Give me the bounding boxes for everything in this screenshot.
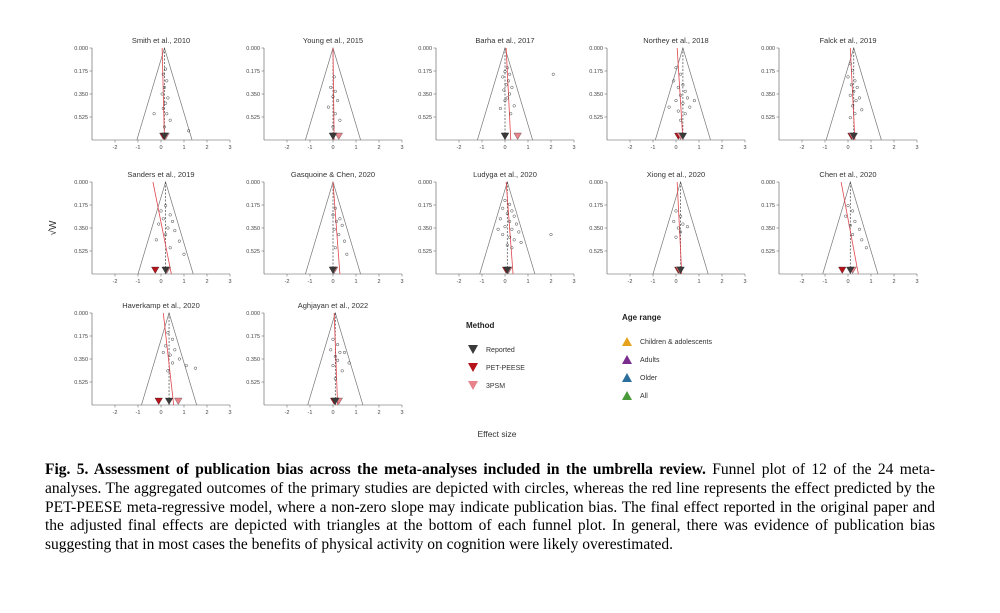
study-point [684,90,687,93]
funnel-panel [74,170,231,285]
x-tick-label: 0 [674,279,678,285]
study-point [169,214,172,217]
y-tick-label: 0.175 [246,334,260,340]
funnel-panel [246,170,403,285]
x-tick-label: 2 [205,410,209,416]
caption-bold: Fig. 5. Assessment of publication bias across the meta-analyses included in the umbrella review. [45,461,706,478]
study-point [332,338,335,341]
panel-title: Gasquoine & Chen, 2020 [290,170,376,179]
x-tick-label: -1 [822,145,828,151]
study-point [847,76,850,79]
study-point [515,223,518,226]
y-tick-label: 0.000 [246,180,260,186]
y-tick-label: 0.000 [761,46,775,52]
panel-title: Falck et al., 2019 [819,36,877,45]
y-tick-label: 0.525 [74,380,88,386]
legend-age-label: Older [640,375,658,382]
study-point [854,112,857,115]
study-point [153,112,156,115]
x-tick-label: -1 [135,279,141,285]
study-point [339,218,342,221]
study-point [518,231,521,234]
legend-age-item [622,391,648,400]
funnel-panel [418,36,575,151]
study-point [327,106,330,109]
x-tick-label: -1 [307,279,313,285]
study-point [672,220,675,223]
x-tick-label: 3 [228,410,232,416]
y-tick-label: 0.350 [74,92,88,98]
study-point [513,239,516,242]
x-tick-label: -2 [799,145,805,151]
caption-text: Funnel plot of 12 of the 24 meta-analyses. The aggregated outcomes of the primary studies are depicted with circles, whereas the red line represents the effect predicted by the PET-PEESE meta-regressive model, where a non-zero slope may indicate publication bias. The final effect reported in the original paper and the adjusted final effects are depicted with triangles at the bottom of each funnel plot. In general, there was evidence of publication bias suggesting that in most cases the benefits of physical activity on cognition were likely overestimated. [45,461,935,554]
x-tick-label: 3 [400,279,404,285]
study-point [162,218,165,221]
legend-triangle-icon [468,345,478,354]
study-point [167,331,170,334]
x-tick-label: 2 [377,279,381,285]
study-point [552,73,555,76]
study-point [329,349,332,352]
x-tick-label: 0 [503,279,507,285]
study-point [501,76,504,79]
legend-method-item [468,345,515,354]
study-point [506,97,509,100]
y-tick-label: 0.000 [418,180,432,186]
legend-age-label: Children & adolescents [640,339,712,346]
y-tick-label: 0.000 [246,311,260,317]
study-point [679,94,682,97]
pet-peese-line [841,182,858,274]
legend-method-item [468,363,525,372]
funnel-panels [74,36,918,416]
x-tick-label: 3 [915,145,919,151]
panel-title: Northey et al., 2018 [643,36,709,45]
panel-title: Young et al., 2015 [302,36,364,45]
x-tick-label: -1 [650,145,656,151]
study-point [171,362,174,365]
study-point [509,112,512,115]
x-tick-label: 0 [503,145,507,151]
y-tick-label: 0.350 [418,92,432,98]
x-tick-label: -2 [284,279,290,285]
study-point [194,367,197,370]
y-tick-label: 0.525 [74,115,88,121]
study-point [155,239,158,242]
study-point [169,246,172,249]
y-tick-label: 0.175 [418,203,432,209]
funnel-panel [418,170,575,285]
study-point [520,241,523,244]
study-point [334,90,337,93]
study-point [336,99,339,102]
y-tick-label: 0.525 [74,249,88,255]
x-tick-label: -1 [307,145,313,151]
x-tick-label: 1 [526,279,530,285]
y-tick-label: 0.175 [246,69,260,75]
study-point [334,246,337,249]
study-point [861,239,864,242]
study-point [336,359,339,362]
study-point [499,107,502,110]
study-point [167,227,170,230]
y-tick-label: 0.350 [74,357,88,363]
y-tick-label: 0.350 [74,226,88,232]
legend-age-item [622,355,660,364]
study-point [165,112,168,115]
x-tick-label: 3 [228,279,232,285]
legend-age [622,313,712,400]
study-point [677,86,680,89]
y-tick-label: 0.000 [74,46,88,52]
y-tick-label: 0.350 [246,226,260,232]
x-tick-label: 1 [869,145,873,151]
x-tick-label: 2 [892,145,896,151]
study-point [174,349,177,352]
study-point [847,204,850,207]
pet-peese-effect-marker [838,267,846,274]
y-tick-label: 0.350 [589,92,603,98]
study-point [513,105,516,108]
x-tick-label: -2 [284,410,290,416]
y-tick-label: 0.525 [589,249,603,255]
x-tick-label: 0 [159,279,163,285]
study-point [504,225,507,228]
study-point [865,246,868,249]
legend-age-title: Age range [622,313,662,322]
psm-effect-marker [514,133,522,140]
study-point [861,108,864,111]
x-tick-label: 1 [697,145,701,151]
study-point [675,210,678,213]
study-point [185,364,188,367]
x-tick-label: -2 [799,279,805,285]
x-tick-label: 2 [377,410,381,416]
legend-method-label: Reported [486,347,515,354]
study-point [341,224,344,227]
study-point [178,240,181,243]
x-tick-label: 1 [526,145,530,151]
study-point [337,233,340,236]
y-tick-label: 0.525 [418,115,432,121]
x-tick-label: 3 [572,279,576,285]
x-tick-label: -2 [112,410,118,416]
study-point [332,364,335,367]
y-tick-label: 0.525 [246,380,260,386]
x-tick-label: 0 [846,145,850,151]
funnel-panel [246,36,403,151]
study-point [164,102,167,105]
x-tick-label: 3 [572,145,576,151]
x-tick-label: 2 [720,145,724,151]
study-point [343,351,346,354]
study-point [508,220,511,223]
study-point [341,370,344,373]
x-tick-label: -2 [456,279,462,285]
study-point [686,97,689,100]
study-point [849,116,852,119]
y-tick-label: 0.525 [246,249,260,255]
legend-triangle-icon [622,337,632,346]
panel-title: Aghjayan et al., 2022 [297,301,369,310]
x-tick-label: -1 [479,145,485,151]
legend-age-label: Adults [640,357,660,364]
x-tick-label: 1 [182,279,186,285]
y-tick-label: 0.175 [74,203,88,209]
y-tick-label: 0.350 [589,226,603,232]
legend-triangle-icon [622,391,632,400]
study-point [668,106,671,109]
legend-age-item [622,337,712,346]
legend-age-label: All [640,393,648,400]
y-tick-label: 0.000 [74,180,88,186]
x-tick-label: 0 [331,145,335,151]
study-point [346,253,349,256]
x-tick-label: -2 [112,279,118,285]
study-point [501,233,504,236]
x-tick-label: -1 [650,279,656,285]
study-point [174,229,177,232]
x-tick-label: 2 [205,279,209,285]
panel-title: Barha et al., 2017 [475,36,535,45]
study-point [854,220,857,223]
study-point [689,106,692,109]
study-point [858,97,861,100]
x-tick-label: 3 [743,145,747,151]
y-tick-label: 0.525 [761,115,775,121]
study-point [682,223,685,226]
funnel-panel [589,170,746,285]
study-point [851,233,854,236]
legend-age-item [622,373,658,382]
x-tick-label: -2 [627,145,633,151]
x-tick-label: -2 [627,279,633,285]
reported-effect-marker [329,133,337,140]
pet-peese-effect-marker [151,267,159,274]
x-tick-label: 2 [549,145,553,151]
x-tick-label: 0 [159,145,163,151]
funnel-panel [761,36,918,151]
pet-peese-effect-marker [155,398,163,405]
panel-title: Sanders et al., 2019 [127,170,195,179]
study-point [675,99,678,102]
y-tick-label: 0.000 [761,180,775,186]
y-tick-label: 0.000 [74,311,88,317]
y-tick-label: 0.175 [761,203,775,209]
x-tick-label: 0 [159,410,163,416]
x-tick-label: 2 [892,279,896,285]
legend-method-item [468,381,505,390]
funnel-panel [246,301,403,416]
study-point [511,228,514,231]
x-tick-label: 2 [377,145,381,151]
x-tick-label: 1 [354,145,358,151]
study-point [856,86,859,89]
study-point [339,351,342,354]
x-tick-label: -1 [135,410,141,416]
x-tick-label: -1 [479,279,485,285]
y-tick-label: 0.175 [761,69,775,75]
study-point [855,99,858,102]
x-tick-label: 0 [846,279,850,285]
legend-triangle-icon [622,355,632,364]
study-point [339,119,342,122]
study-point [167,97,170,100]
study-point [169,119,172,122]
legend-triangle-icon [622,373,632,382]
y-tick-label: 0.350 [761,226,775,232]
panel-title: Ludyga et al., 2020 [473,170,537,179]
x-tick-label: -1 [822,279,828,285]
study-point [171,220,174,223]
study-point [334,112,337,115]
study-point [851,210,854,213]
funnel-panel [761,170,918,285]
study-point [162,351,165,354]
pet-peese-line [163,313,173,405]
x-tick-label: 3 [400,145,404,151]
y-tick-label: 0.525 [589,115,603,121]
x-tick-label: 2 [205,145,209,151]
y-axis-label: √W [48,220,59,236]
x-tick-label: 1 [182,145,186,151]
x-tick-label: 3 [228,145,232,151]
x-tick-label: -2 [112,145,118,151]
study-point [677,110,680,113]
y-tick-label: 0.000 [589,46,603,52]
legend-method [466,321,525,390]
y-tick-label: 0.525 [246,115,260,121]
y-tick-label: 0.350 [246,357,260,363]
y-tick-label: 0.000 [246,46,260,52]
study-point [858,228,861,231]
funnel-panel [74,36,231,151]
panel-title: Chen et al., 2020 [819,170,877,179]
figure-caption [45,461,935,555]
study-point [183,253,186,256]
study-point [164,345,167,348]
x-tick-label: 3 [743,279,747,285]
y-tick-label: 0.525 [418,249,432,255]
legend-method-label: 3PSM [486,383,506,390]
y-tick-label: 0.000 [418,46,432,52]
study-point [849,94,852,97]
study-point [497,228,500,231]
x-axis-label: Effect size [477,429,517,439]
y-tick-label: 0.350 [418,226,432,232]
x-tick-label: -1 [307,410,313,416]
study-point [513,215,516,218]
study-point [511,210,514,213]
study-point [686,225,689,228]
study-point [499,218,502,221]
y-tick-label: 0.000 [589,180,603,186]
y-tick-label: 0.175 [74,69,88,75]
study-point [844,215,847,218]
x-tick-label: 0 [331,279,335,285]
y-tick-label: 0.175 [589,69,603,75]
funnel-panel [589,36,746,151]
study-point [343,240,346,243]
reported-effect-marker [165,398,173,405]
panel-title: Haverkamp et al., 2020 [122,301,200,310]
x-tick-label: 1 [354,410,358,416]
study-point [550,233,553,236]
y-tick-label: 0.350 [246,92,260,98]
study-point [160,210,163,213]
study-point [165,80,168,83]
x-tick-label: 1 [697,279,701,285]
legend-method-label: PET-PEESE [486,365,525,372]
x-tick-label: 2 [549,279,553,285]
x-tick-label: 2 [720,279,724,285]
x-tick-label: 0 [331,410,335,416]
study-point [157,223,160,226]
study-point [679,73,682,76]
x-tick-label: 1 [354,279,358,285]
study-point [501,207,504,210]
panel-title: Xiong et al., 2020 [646,170,706,179]
study-point [336,343,339,346]
study-point [178,358,181,361]
x-tick-label: 3 [400,410,404,416]
y-tick-label: 0.525 [761,249,775,255]
reported-effect-marker [501,133,509,140]
study-point [508,203,511,206]
y-tick-label: 0.175 [246,203,260,209]
legend-triangle-icon [468,363,478,372]
x-tick-label: 1 [869,279,873,285]
psm-effect-marker [174,398,182,405]
y-tick-label: 0.175 [589,203,603,209]
y-tick-label: 0.175 [74,334,88,340]
study-point [335,220,338,223]
study-point [684,112,687,115]
x-tick-label: -2 [284,145,290,151]
x-tick-label: -2 [456,145,462,151]
x-tick-label: -1 [135,145,141,151]
study-point [504,199,507,202]
funnel-panel [74,301,231,416]
panel-title: Smith et al., 2010 [131,36,191,45]
y-tick-label: 0.175 [418,69,432,75]
study-point [693,99,696,102]
y-tick-label: 0.350 [761,92,775,98]
legend-method-title: Method [466,321,495,330]
study-point [508,73,511,76]
study-point [511,86,514,89]
study-point [329,86,332,89]
x-tick-label: 0 [674,145,678,151]
study-point [171,338,174,341]
x-tick-label: 3 [915,279,919,285]
legend-triangle-icon [468,381,478,390]
x-tick-label: 1 [182,410,186,416]
pet-peese-line [153,182,171,274]
study-point [675,236,678,239]
